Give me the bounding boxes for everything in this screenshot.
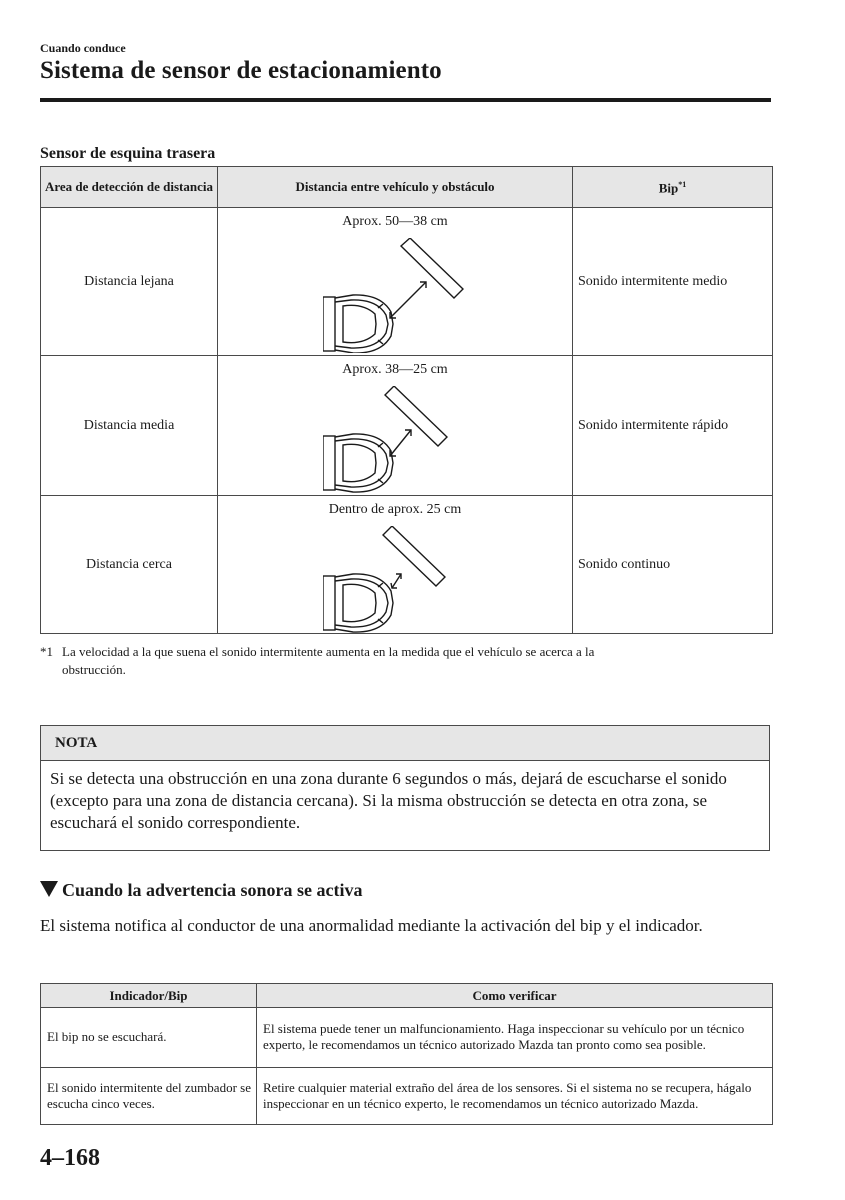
indicator-cell: El bip no se escuchará. [41, 1008, 257, 1068]
footnote-ref: *1 [678, 180, 687, 190]
title-rule [40, 98, 771, 102]
warning-intro: El sistema notifica al conductor de una anormalidad mediante la activación del bip y el indicador. [40, 916, 703, 935]
table-row [41, 1068, 773, 1125]
car-obstacle-diagram [323, 238, 493, 353]
distance-range: Dentro de aprox. 25 cm [328, 502, 462, 517]
col-header-distance: Distancia entre vehículo y obstáculo [218, 167, 573, 208]
footnote-text: La velocidad a la que suena el sonido intermitente aumenta en la medida que el vehículo se acerca a la [62, 644, 595, 659]
table-row [41, 1008, 773, 1068]
sensor-heading: Sensor de esquina trasera [40, 145, 216, 162]
indicator-table [40, 983, 773, 1125]
indicator-cell: El sonido intermitente del zumbador se escucha cinco veces. [41, 1068, 257, 1125]
col-header-beep: Bip$^{*1}$ [573, 167, 773, 208]
sensor-table-header [41, 167, 773, 208]
footnote-mark: *1 [40, 644, 53, 659]
distance-cell [218, 496, 573, 634]
distance-range: Aprox. 38—25 cm [342, 362, 448, 377]
note-heading: NOTA [41, 726, 769, 761]
beep-cell: Sonido continuo [573, 496, 773, 634]
warning-heading-text: Cuando la advertencia sonora se activa [62, 880, 363, 900]
zone-cell: Distancia cerca [41, 496, 218, 634]
section-label: Cuando conduce [40, 41, 126, 55]
sensor-table [40, 166, 773, 634]
check-cell: El sistema puede tener un malfuncionamiento. Haga inspeccionar su vehículo por un técnico experto, le recomendamos un técnico autorizado Mazda tan pronto como sea posible. [257, 1008, 773, 1068]
page-title: Sistema de sensor de estacionamiento [40, 57, 442, 84]
table-row [41, 208, 773, 356]
beep-cell: Sonido intermitente medio [573, 208, 773, 356]
zone-cell: Distancia lejana [41, 208, 218, 356]
table-row [41, 496, 773, 634]
beep-cell: Sonido intermitente rápido [573, 356, 773, 496]
col-header-indicator: Indicador/Bip [41, 984, 257, 1008]
zone-cell: Distancia media [41, 356, 218, 496]
table-row [41, 356, 773, 496]
car-obstacle-diagram [323, 526, 493, 641]
col-header-check: Como verificar [257, 984, 773, 1008]
check-cell: Retire cualquier material extraño del área de los sensores. Si el sistema no se recupera, hágalo inspeccionar en un técnico experto, le recomendamos un técnico autorizado Mazda. [257, 1068, 773, 1125]
car-obstacle-diagram [323, 386, 493, 501]
note-body: Si se detecta una obstrucción en una zona durante 6 segundos o más, dejará de escucharse el sonido (excepto para una zona de distancia cercana). Si la misma obstrucción se detecta en otra zona, se escuchará el sonido correspondiente. [50, 769, 727, 832]
distance-cell [218, 208, 573, 356]
indicator-table-header [41, 984, 773, 1008]
distance-range: Aprox. 50—38 cm [342, 214, 448, 229]
footnote [40, 643, 760, 679]
note-box [40, 725, 770, 851]
footnote-text-continued: obstrucción. [62, 662, 126, 677]
warning-heading [40, 880, 363, 901]
page-number: 4–168 [40, 1145, 100, 1171]
distance-cell [218, 356, 573, 496]
triangle-down-icon [40, 881, 58, 897]
col-header-zone: Area de detección de distancia [41, 167, 218, 208]
